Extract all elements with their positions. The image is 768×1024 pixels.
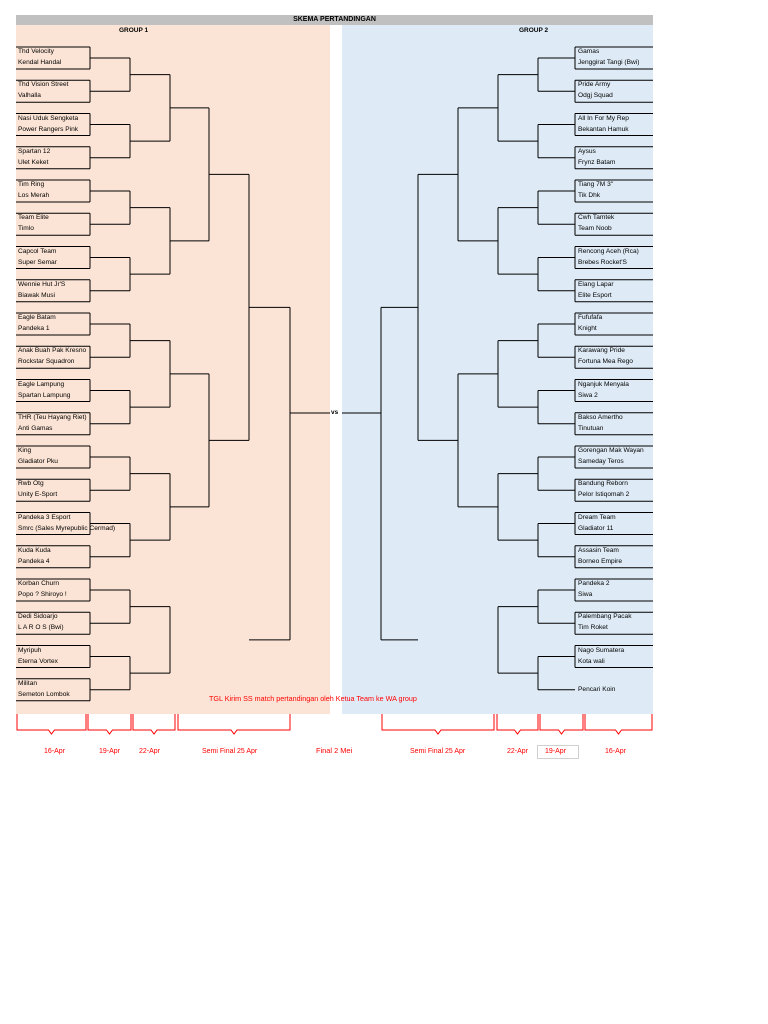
- date-brace-left-round-2: [88, 714, 131, 734]
- team-name: Anak Buah Pak Kresno: [18, 347, 87, 355]
- date-brace-right-semifinal: [382, 714, 494, 734]
- team-name: Pelor Istiqomah 2: [578, 491, 630, 499]
- team-name: Eagle Lampung: [18, 380, 65, 388]
- team-name: Pandeka 1: [18, 325, 50, 332]
- team-name: Kota wali: [578, 657, 605, 665]
- team-name: Spartan 12: [18, 147, 51, 155]
- team-name: Unity E-Sport: [18, 491, 58, 499]
- team-name: Pride Army: [578, 81, 611, 89]
- team-name: Thd Velocity: [18, 48, 54, 55]
- team-name: Frynz Batam: [578, 158, 616, 166]
- date-brace-left-round-1: [17, 714, 86, 734]
- page-title: SKEMA PERTANDINGAN: [16, 15, 653, 25]
- date-left-round-2: 19-Apr: [99, 748, 121, 755]
- group-2-label: GROUP 2: [519, 27, 549, 34]
- date-right-round-2: 19-Apr: [545, 748, 567, 755]
- team-name: Biawak Musi: [18, 291, 56, 299]
- date-right-semifinal: Semi Final 25 Apr: [410, 748, 466, 755]
- team-name: Power Rangers Pink: [18, 125, 79, 133]
- team-name: Gladiator 11: [578, 524, 614, 532]
- team-name: Kendal Handal: [18, 59, 62, 66]
- team-name: King: [18, 447, 32, 454]
- team-name: Los Merah: [18, 192, 50, 199]
- team-name: Pandeka 2: [578, 580, 610, 587]
- team-name: Smrc (Sales Myrepublic Cermad): [18, 524, 116, 532]
- team-name: Myripuh: [18, 646, 42, 654]
- team-name: Rockstar Squadron: [18, 358, 75, 366]
- date-left-round-3: 22-Apr: [139, 748, 161, 755]
- team-name: Gamas: [578, 48, 600, 55]
- date-final: Final 2 Mei: [316, 746, 353, 755]
- team-name: Cwh Tamtek: [578, 214, 615, 222]
- team-name: Siwa 2: [578, 391, 598, 399]
- team-name: THR (Teu Hayang Riet): [18, 413, 87, 421]
- team-name: Nago Sumatera: [578, 646, 625, 654]
- team-name: Capcol Team: [18, 247, 57, 255]
- vs-label: vs: [331, 409, 339, 416]
- instruction-note: TGL Kirim SS match pertandingan oleh Ketua Team ke WA group: [209, 694, 417, 703]
- team-name: Korban Churn: [18, 580, 60, 587]
- team-name: Dream Team: [578, 513, 616, 521]
- date-right-round-1: 16-Apr: [605, 748, 627, 755]
- team-name: Brebes Rocket'S: [578, 258, 627, 266]
- date-left-round-1: 16-Apr: [44, 748, 66, 755]
- team-name: Nganjuk Menyala: [578, 380, 629, 388]
- team-name: Nasi Uduk Sengketa: [18, 114, 79, 122]
- date-brace-right-round-3: [497, 714, 538, 734]
- team-name: Kuda Kuda: [18, 546, 51, 554]
- team-name: Rwb Otg: [18, 480, 44, 488]
- date-brace-right-round-2: [540, 714, 583, 734]
- team-name: Bandung Reborn: [578, 480, 628, 488]
- team-name: Tik Dhk: [578, 192, 601, 199]
- team-name: Pandeka 3 Esport: [18, 513, 71, 521]
- date-brace-left-round-3: [133, 714, 175, 734]
- team-name: Fufufafa: [578, 314, 603, 321]
- team-name: Elang Lapar: [578, 280, 614, 288]
- group-1-label: GROUP 1: [119, 27, 149, 34]
- team-name: Jenggirat Tangi (Bwi): [578, 59, 640, 66]
- team-name: Tiang 7M 3": [578, 181, 614, 188]
- team-name: Siwa: [578, 591, 593, 598]
- team-name: Palembang Pacak: [578, 613, 632, 621]
- team-name: Bakso Amertho: [578, 413, 623, 421]
- date-brace-right-round-1: [585, 714, 652, 734]
- team-name: Pandeka 4: [18, 557, 50, 565]
- date-left-semifinal: Semi Final 25 Apr: [202, 748, 258, 755]
- team-name: L A R O S (Bwi): [18, 624, 64, 632]
- team-name: Tinutuan: [578, 424, 604, 432]
- team-name: Semeton Lombok: [18, 690, 70, 698]
- team-name: Assasin Team: [578, 546, 619, 554]
- team-name: Team Noob: [578, 225, 612, 233]
- team-name: Bekantan Hamuk: [578, 125, 629, 133]
- team-name: Sameday Teros: [578, 458, 624, 465]
- team-name: Timlo: [18, 225, 34, 233]
- team-name: Militan: [18, 679, 38, 687]
- team-name: Eagle Batam: [18, 314, 56, 321]
- team-name: Team Elite: [18, 214, 49, 222]
- team-name: Ulet Keket: [18, 158, 49, 166]
- team-name: Elite Esport: [578, 291, 612, 299]
- team-name: Odgj Squad: [578, 92, 613, 100]
- team-name: Aysus: [578, 147, 596, 155]
- team-name: Borneo Empire: [578, 557, 622, 565]
- team-name: Gorengan Mak Wayan: [578, 447, 644, 454]
- team-name: Knight: [578, 325, 597, 332]
- team-name: Wennie Hut Jr'S: [18, 280, 66, 288]
- team-name: Eterna Vortex: [18, 657, 58, 665]
- team-name: Gladiator Pku: [18, 458, 58, 465]
- team-name: Spartan Lampung: [18, 391, 71, 399]
- team-name: All In For My Rep: [578, 114, 629, 122]
- date-right-round-3: 22-Apr: [507, 748, 529, 755]
- team-name: Valhalla: [18, 92, 41, 100]
- team-name: Karawang Pride: [578, 347, 625, 355]
- date-brace-left-semifinal: [178, 714, 290, 734]
- team-name: Popo ? Shiroyo !: [18, 591, 67, 598]
- team-name: Super Semar: [18, 258, 57, 266]
- team-name: Dedi Sidoarjo: [18, 613, 58, 621]
- team-name: Tim Roket: [578, 624, 608, 632]
- team-name: Fortuna Mea Rego: [578, 358, 633, 366]
- team-name: Thd Vision Street: [18, 81, 69, 89]
- team-name: Pencari Koin: [578, 685, 616, 693]
- team-name: Anti Gamas: [18, 424, 53, 432]
- team-name: Tim Ring: [18, 181, 45, 188]
- team-name: Rencong Aceh (Rca): [578, 247, 639, 255]
